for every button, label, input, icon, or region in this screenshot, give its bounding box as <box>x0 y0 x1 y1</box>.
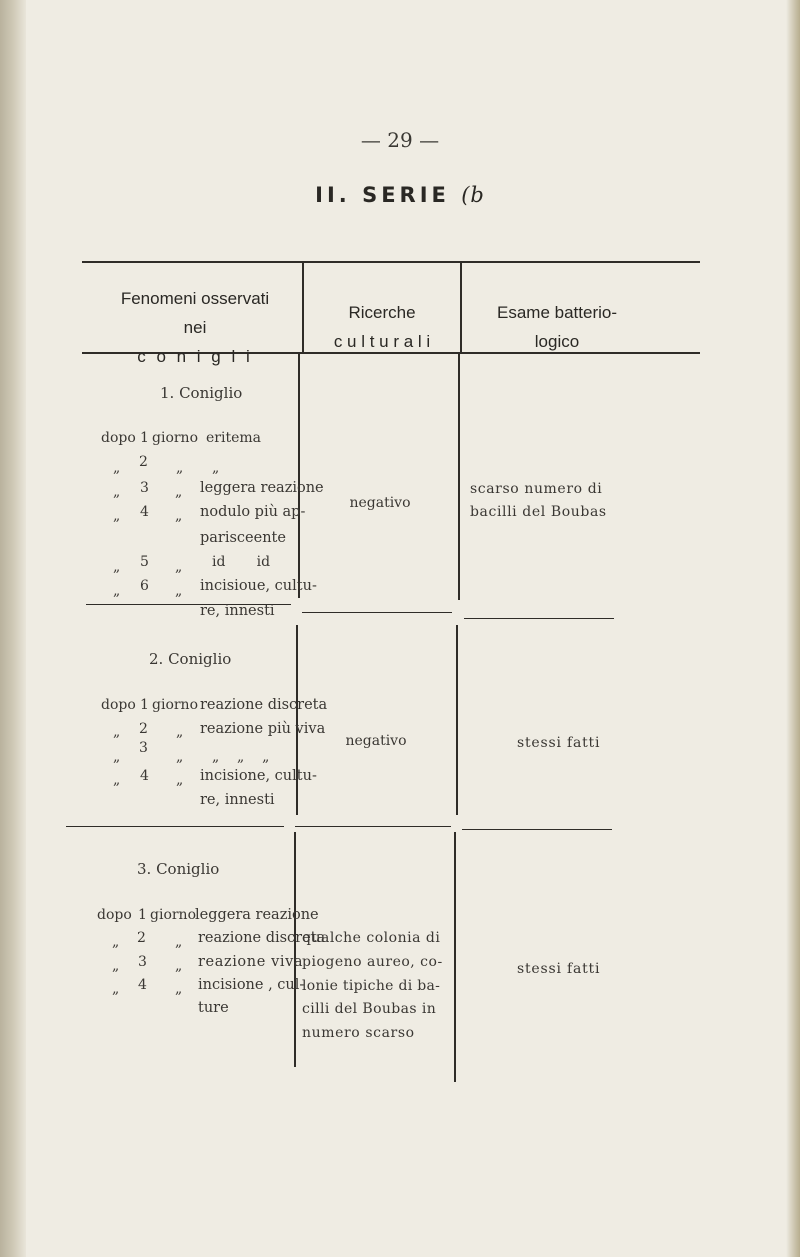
rabbit-2-row-4-prefix: „ <box>113 772 121 788</box>
rabbit-1-row-1-prefix: dopo <box>101 430 136 446</box>
rabbit-3-row-3-day: 3 <box>138 954 147 970</box>
rabbit-1-row-1-day: 1 <box>140 430 149 446</box>
rabbit-1-row-2-prefix: „ <box>113 460 121 476</box>
column-divider-2-rabbit-1 <box>458 354 460 600</box>
rabbit-1-row-6-day: 5 <box>140 554 149 570</box>
rabbit-3-row-3-prefix: „ <box>112 958 120 974</box>
rabbit-1-row-1-unit: giorno <box>152 430 199 446</box>
rabbit-1-rule-col2 <box>302 612 452 613</box>
header-fenomeni-line-3: c o n i g l i <box>137 347 253 366</box>
rabbit-3-row-2-prefix: „ <box>112 934 120 950</box>
series-suffix: (b <box>461 183 485 207</box>
rabbit-2-row-5-text: re, innesti <box>200 792 275 808</box>
rabbit-2-row-4-unit: „ <box>176 772 184 788</box>
rabbit-3-ricerche-line-3: lonie tipiche di ba- <box>302 978 441 994</box>
series-heading <box>0 183 800 207</box>
rabbit-2-row-3-prefix: „ <box>113 749 121 765</box>
rabbit-3-row-5-text: ture <box>198 1000 229 1016</box>
rabbit-3-row-1-day: 1 <box>138 907 147 923</box>
column-divider-2-rabbit-3 <box>454 832 456 1082</box>
rabbit-2-row-1-prefix: dopo <box>101 697 136 713</box>
header-esame-line-1: Esame batterio- <box>497 303 617 322</box>
rabbit-2-row-4-text: incisione, cultu- <box>200 768 317 784</box>
rabbit-2-rule-col3 <box>462 829 612 830</box>
rabbit-1-row-2-text: „ <box>212 460 220 476</box>
rabbit-1-row-4-prefix: „ <box>113 508 121 524</box>
rabbit-1-row-2-day: 2 <box>139 454 148 470</box>
rabbit-1-row-6-unit: „ <box>175 559 183 575</box>
rabbit-2-esame: stessi fatti <box>517 735 601 751</box>
rabbit-1-esame-line-1: scarso numero di <box>470 481 603 497</box>
rabbit-2-row-4-day: 4 <box>140 768 149 784</box>
rabbit-3-title: 3. Coniglio <box>137 860 220 878</box>
rabbit-3-ricerche-line-2: piogeno aureo, co- <box>302 954 443 970</box>
rabbit-3-row-1-unit: giorno <box>150 907 197 923</box>
header-ricerche <box>306 298 458 356</box>
header-fenomeni-line-2: nei <box>183 318 207 337</box>
header-esame <box>464 298 650 356</box>
rabbit-2-rule-col2 <box>295 826 451 827</box>
column-divider-1 <box>302 261 304 354</box>
rabbit-1-row-4-day: 4 <box>140 504 149 520</box>
rabbit-3-row-4-text: incisione , cul- <box>198 977 305 993</box>
header-fenomeni-line-1: Fenomeni osservati <box>120 289 270 308</box>
rabbit-1-row-3-unit: „ <box>175 484 183 500</box>
rabbit-2-row-2-text: reazione più viva <box>200 721 326 737</box>
rabbit-1-row-4-unit: „ <box>175 508 183 524</box>
rabbit-1-row-7-prefix: „ <box>113 583 121 599</box>
rabbit-3-row-3-unit: „ <box>175 958 183 974</box>
rabbit-3-esame: stessi fatti <box>517 961 601 977</box>
rabbit-2-row-1-day: 1 <box>140 697 149 713</box>
rabbit-1-row-3-day: 3 <box>140 480 149 496</box>
column-divider-1-rabbit-3 <box>294 832 296 1067</box>
rabbit-3-row-1-text: leggera reazione <box>195 907 319 923</box>
rabbit-1-row-7-text: incisioue, cultu- <box>200 578 317 594</box>
header-esame-line-2: logico <box>534 332 580 351</box>
rabbit-2-rule-col1 <box>66 826 284 827</box>
rabbit-1-row-4-text: nodulo più ap- <box>200 504 306 520</box>
rabbit-2-row-3-day: 3 <box>139 740 148 756</box>
rabbit-2-row-1-unit: giorno <box>152 697 199 713</box>
rabbit-1-row-3-text: leggera reazione <box>200 480 324 496</box>
rabbit-3-ricerche-line-4: cilli del Boubas in <box>302 1001 437 1017</box>
rabbit-1-row-6-prefix: „ <box>113 559 121 575</box>
rabbit-3-row-4-day: 4 <box>138 977 147 993</box>
rabbit-1-ricerche: negativo <box>349 495 411 511</box>
rabbit-1-row-6-text: id id <box>212 554 271 570</box>
rabbit-1-row-5-text: parisceente <box>200 530 286 546</box>
rabbit-2-ricerche: negativo <box>345 733 407 749</box>
header-ricerche-line-2: c u l t u r a l i <box>333 332 431 351</box>
rabbit-2-row-1-text: reazione discreta <box>200 697 328 713</box>
series-roman: II. <box>315 183 351 207</box>
column-divider-1-rabbit-2 <box>296 625 298 815</box>
rabbit-3-row-4-prefix: „ <box>112 981 120 997</box>
table-top-rule <box>82 261 700 263</box>
rabbit-3-row-2-unit: „ <box>175 934 183 950</box>
rabbit-1-esame-line-2: bacilli del Boubas <box>470 504 607 520</box>
rabbit-3-row-2-text: reazione discreta <box>198 930 326 946</box>
rabbit-2-title: 2. Coniglio <box>149 650 232 668</box>
rabbit-2-row-3-unit: „ <box>176 749 184 765</box>
series-word: SERIE <box>362 183 450 207</box>
header-ricerche-line-1: Ricerche <box>348 303 416 322</box>
rabbit-1-row-7-unit: „ <box>175 583 183 599</box>
rabbit-2-row-2-day: 2 <box>139 721 148 737</box>
rabbit-1-row-8-text: re, innesti <box>200 603 275 619</box>
rabbit-2-row-2-prefix: „ <box>113 724 121 740</box>
rabbit-3-row-2-day: 2 <box>137 930 146 946</box>
rabbit-3-ricerche-line-5: numero scarso <box>302 1025 415 1041</box>
rabbit-1-row-7-day: 6 <box>140 578 149 594</box>
column-divider-2-rabbit-2 <box>456 625 458 815</box>
rabbit-3-row-3-text: reazione viva <box>198 954 304 970</box>
rabbit-1-row-1-text: eritema <box>206 430 261 446</box>
rabbit-3-row-1-prefix: dopo <box>97 907 132 923</box>
rabbit-1-row-2-unit: „ <box>176 460 184 476</box>
rabbit-2-row-3-text: „ „ „ <box>212 749 270 765</box>
header-fenomeni <box>100 284 290 371</box>
column-divider-2 <box>460 261 462 354</box>
rabbit-1-title: 1. Coniglio <box>160 384 243 402</box>
rabbit-1-row-3-prefix: „ <box>113 484 121 500</box>
rabbit-3-row-4-unit: „ <box>175 981 183 997</box>
rabbit-3-ricerche-line-1: qualche colonia di <box>302 930 441 946</box>
rabbit-1-rule-col3 <box>464 618 614 619</box>
rabbit-2-row-2-unit: „ <box>176 724 184 740</box>
column-divider-1-rabbit-1 <box>298 354 300 598</box>
page-number: — 29 — <box>360 128 440 152</box>
